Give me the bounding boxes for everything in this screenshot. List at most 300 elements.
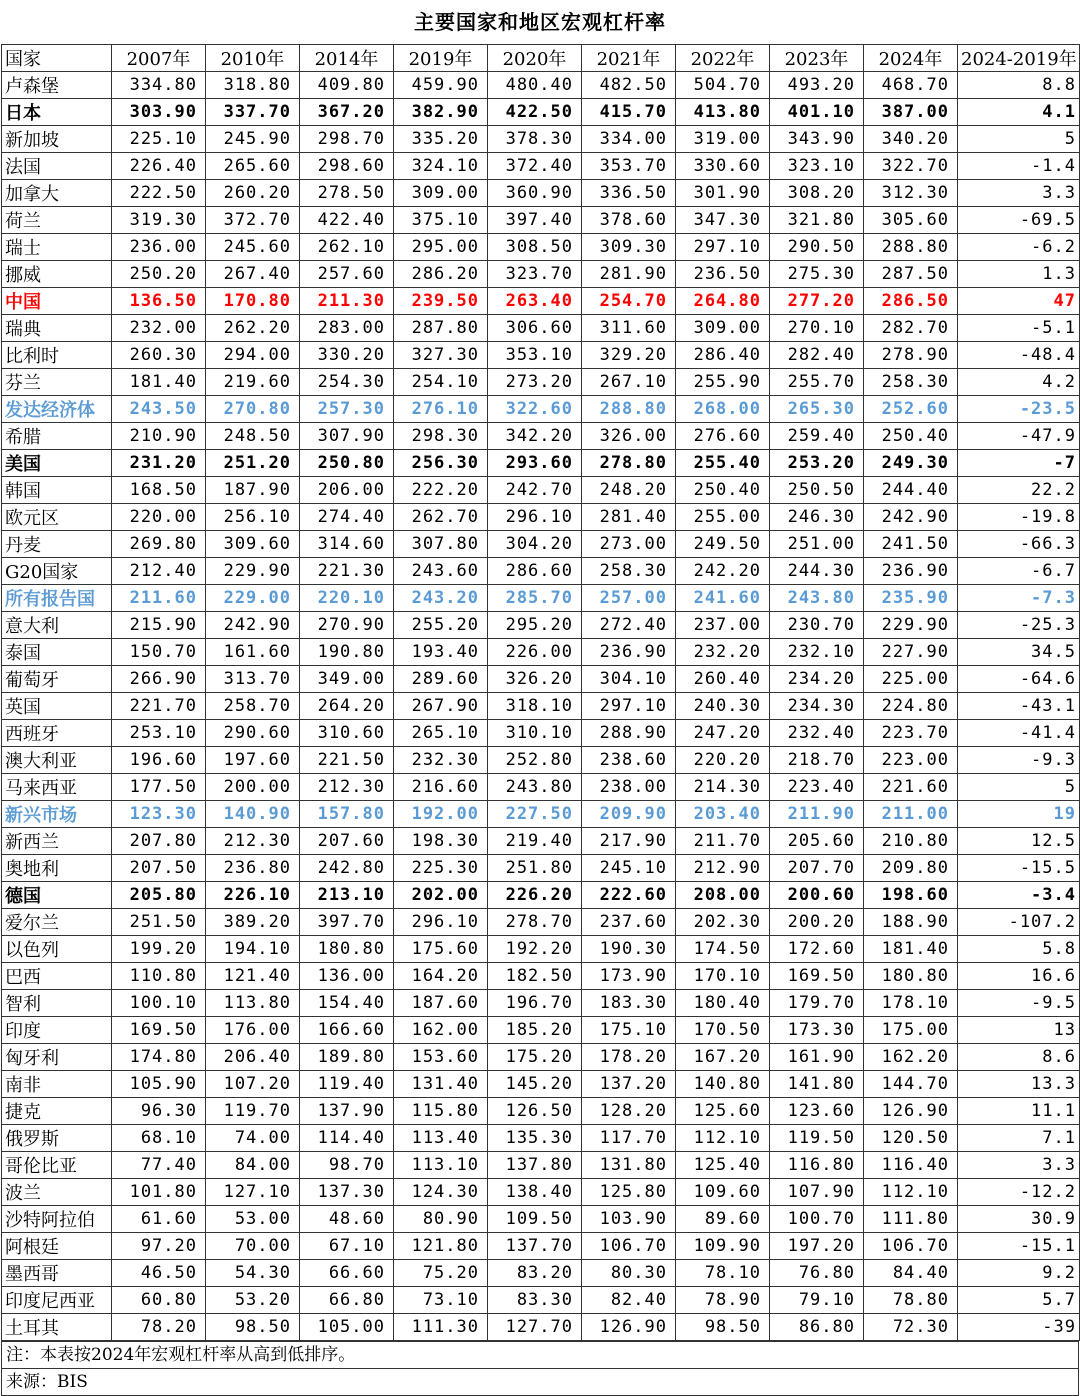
leverage-value-cell: 166.60 — [300, 1017, 394, 1044]
leverage-value-cell: 161.90 — [770, 1044, 864, 1071]
leverage-value-cell: 259.40 — [770, 423, 864, 450]
table-footer — [1, 1341, 1079, 1396]
leverage-value-cell: 245.90 — [206, 126, 300, 153]
change-cell: -15.1 — [958, 1233, 1080, 1260]
leverage-value-cell: 240.30 — [676, 693, 770, 720]
leverage-value-cell: 244.30 — [770, 558, 864, 585]
leverage-value-cell: 242.90 — [206, 612, 300, 639]
country-name-cell: 意大利 — [2, 612, 112, 639]
leverage-value-cell: 305.60 — [864, 207, 958, 234]
leverage-value-cell: 220.00 — [112, 504, 206, 531]
leverage-value-cell: 250.20 — [112, 261, 206, 288]
leverage-value-cell: 74.00 — [206, 1125, 300, 1152]
leverage-value-cell: 319.00 — [676, 126, 770, 153]
leverage-value-cell: 205.60 — [770, 828, 864, 855]
leverage-value-cell: 101.80 — [112, 1179, 206, 1206]
leverage-value-cell: 73.10 — [394, 1287, 488, 1314]
change-cell: 4.2 — [958, 369, 1080, 396]
table-row — [2, 261, 1080, 288]
leverage-value-cell: 401.10 — [770, 99, 864, 126]
change-cell: -7.3 — [958, 585, 1080, 612]
leverage-value-cell: 111.30 — [394, 1314, 488, 1341]
leverage-value-cell: 244.40 — [864, 477, 958, 504]
leverage-value-cell: 274.40 — [300, 504, 394, 531]
leverage-value-cell: 210.80 — [864, 828, 958, 855]
change-cell: 9.2 — [958, 1260, 1080, 1287]
leverage-value-cell: 314.60 — [300, 531, 394, 558]
country-name-cell: 英国 — [2, 693, 112, 720]
leverage-value-cell: 135.30 — [488, 1125, 582, 1152]
leverage-value-cell: 286.50 — [864, 288, 958, 315]
change-cell: 5.7 — [958, 1287, 1080, 1314]
country-name-cell: 所有报告国 — [2, 585, 112, 612]
leverage-value-cell: 126.90 — [582, 1314, 676, 1341]
leverage-value-cell: 281.40 — [582, 504, 676, 531]
leverage-value-cell: 273.00 — [582, 531, 676, 558]
leverage-value-cell: 270.80 — [206, 396, 300, 423]
leverage-value-cell: 154.40 — [300, 990, 394, 1017]
leverage-value-cell: 170.10 — [676, 963, 770, 990]
leverage-value-cell: 105.00 — [300, 1314, 394, 1341]
leverage-value-cell: 175.00 — [864, 1017, 958, 1044]
leverage-table — [1, 44, 1080, 1341]
leverage-value-cell: 112.10 — [864, 1179, 958, 1206]
change-cell: 16.6 — [958, 963, 1080, 990]
leverage-value-cell: 234.30 — [770, 693, 864, 720]
change-cell: -3.4 — [958, 882, 1080, 909]
leverage-value-cell: 257.00 — [582, 585, 676, 612]
leverage-value-cell: 329.20 — [582, 342, 676, 369]
leverage-value-cell: 211.30 — [300, 288, 394, 315]
leverage-value-cell: 222.50 — [112, 180, 206, 207]
leverage-value-cell: 196.70 — [488, 990, 582, 1017]
change-cell: -9.3 — [958, 747, 1080, 774]
leverage-value-cell: 225.10 — [112, 126, 206, 153]
leverage-value-cell: 110.80 — [112, 963, 206, 990]
leverage-value-cell: 107.20 — [206, 1071, 300, 1098]
leverage-value-cell: 137.70 — [488, 1233, 582, 1260]
leverage-value-cell: 221.30 — [300, 558, 394, 585]
leverage-value-cell: 242.90 — [864, 504, 958, 531]
country-name-cell: 奥地利 — [2, 855, 112, 882]
leverage-value-cell: 482.50 — [582, 72, 676, 99]
leverage-value-cell: 236.90 — [864, 558, 958, 585]
leverage-value-cell: 229.90 — [206, 558, 300, 585]
table-row — [2, 882, 1080, 909]
change-cell: 11.1 — [958, 1098, 1080, 1125]
change-cell: 8.8 — [958, 72, 1080, 99]
change-cell: -6.2 — [958, 234, 1080, 261]
leverage-value-cell: 340.20 — [864, 126, 958, 153]
leverage-value-cell: 123.30 — [112, 801, 206, 828]
leverage-value-cell: 210.90 — [112, 423, 206, 450]
leverage-value-cell: 267.90 — [394, 693, 488, 720]
leverage-value-cell: 283.00 — [300, 315, 394, 342]
leverage-value-cell: 212.90 — [676, 855, 770, 882]
country-name-cell: 阿根廷 — [2, 1233, 112, 1260]
leverage-value-cell: 116.40 — [864, 1152, 958, 1179]
change-cell: -15.5 — [958, 855, 1080, 882]
leverage-value-cell: 468.70 — [864, 72, 958, 99]
leverage-value-cell: 256.10 — [206, 504, 300, 531]
leverage-value-cell: 248.20 — [582, 477, 676, 504]
leverage-value-cell: 117.70 — [582, 1125, 676, 1152]
leverage-value-cell: 265.30 — [770, 396, 864, 423]
leverage-value-cell: 253.20 — [770, 450, 864, 477]
leverage-value-cell: 290.60 — [206, 720, 300, 747]
leverage-value-cell: 258.70 — [206, 693, 300, 720]
header-year: 2024年 — [864, 45, 958, 72]
table-title: 主要国家和地区宏观杠杆率 — [414, 10, 666, 34]
leverage-value-cell: 255.70 — [770, 369, 864, 396]
leverage-value-cell: 179.70 — [770, 990, 864, 1017]
leverage-value-cell: 190.30 — [582, 936, 676, 963]
leverage-value-cell: 330.20 — [300, 342, 394, 369]
leverage-value-cell: 310.60 — [300, 720, 394, 747]
table-row — [2, 1071, 1080, 1098]
leverage-value-cell: 75.20 — [394, 1260, 488, 1287]
country-name-cell: 新西兰 — [2, 828, 112, 855]
leverage-value-cell: 343.90 — [770, 126, 864, 153]
change-cell: 22.2 — [958, 477, 1080, 504]
leverage-value-cell: 251.50 — [112, 909, 206, 936]
leverage-value-cell: 255.40 — [676, 450, 770, 477]
change-cell: 3.3 — [958, 1152, 1080, 1179]
table-row — [2, 558, 1080, 585]
country-name-cell: 德国 — [2, 882, 112, 909]
leverage-value-cell: 323.10 — [770, 153, 864, 180]
table-row — [2, 693, 1080, 720]
leverage-value-cell: 112.10 — [676, 1125, 770, 1152]
leverage-value-cell: 109.90 — [676, 1233, 770, 1260]
header-year: 2007年 — [112, 45, 206, 72]
leverage-value-cell: 125.60 — [676, 1098, 770, 1125]
leverage-value-cell: 111.80 — [864, 1206, 958, 1233]
leverage-value-cell: 304.10 — [582, 666, 676, 693]
leverage-value-cell: 378.30 — [488, 126, 582, 153]
table-row — [2, 1017, 1080, 1044]
table-row — [2, 720, 1080, 747]
leverage-value-cell: 119.40 — [300, 1071, 394, 1098]
leverage-value-cell: 200.20 — [770, 909, 864, 936]
leverage-value-cell: 162.20 — [864, 1044, 958, 1071]
leverage-value-cell: 54.30 — [206, 1260, 300, 1287]
leverage-value-cell: 181.40 — [864, 936, 958, 963]
leverage-value-cell: 389.20 — [206, 909, 300, 936]
leverage-value-cell: 309.60 — [206, 531, 300, 558]
leverage-value-cell: 262.70 — [394, 504, 488, 531]
change-cell: 12.5 — [958, 828, 1080, 855]
leverage-value-cell: 125.80 — [582, 1179, 676, 1206]
leverage-value-cell: 125.40 — [676, 1152, 770, 1179]
leverage-value-cell: 337.70 — [206, 99, 300, 126]
leverage-value-cell: 136.00 — [300, 963, 394, 990]
country-name-cell: 马来西亚 — [2, 774, 112, 801]
change-cell: -43.1 — [958, 693, 1080, 720]
leverage-value-cell: 220.10 — [300, 585, 394, 612]
leverage-value-cell: 262.10 — [300, 234, 394, 261]
leverage-value-cell: 250.50 — [770, 477, 864, 504]
country-name-cell: 泰国 — [2, 639, 112, 666]
leverage-value-cell: 207.70 — [770, 855, 864, 882]
leverage-value-cell: 270.10 — [770, 315, 864, 342]
country-name-cell: 波兰 — [2, 1179, 112, 1206]
leverage-value-cell: 288.80 — [582, 396, 676, 423]
leverage-value-cell: 187.90 — [206, 477, 300, 504]
change-cell: -6.7 — [958, 558, 1080, 585]
leverage-value-cell: 80.90 — [394, 1206, 488, 1233]
leverage-value-cell: 114.40 — [300, 1125, 394, 1152]
leverage-value-cell: 277.20 — [770, 288, 864, 315]
leverage-value-cell: 257.30 — [300, 396, 394, 423]
leverage-value-cell: 70.00 — [206, 1233, 300, 1260]
country-name-cell: 匈牙利 — [2, 1044, 112, 1071]
leverage-value-cell: 309.30 — [582, 234, 676, 261]
table-row — [2, 1314, 1080, 1341]
country-name-cell: 以色列 — [2, 936, 112, 963]
leverage-value-cell: 109.60 — [676, 1179, 770, 1206]
leverage-value-cell: 252.80 — [488, 747, 582, 774]
leverage-value-cell: 266.90 — [112, 666, 206, 693]
leverage-value-cell: 212.30 — [206, 828, 300, 855]
leverage-value-cell: 251.00 — [770, 531, 864, 558]
leverage-value-cell: 140.90 — [206, 801, 300, 828]
leverage-value-cell: 223.70 — [864, 720, 958, 747]
table-row — [2, 1206, 1080, 1233]
leverage-value-cell: 137.90 — [300, 1098, 394, 1125]
change-cell: 5 — [958, 126, 1080, 153]
leverage-value-cell: 335.20 — [394, 126, 488, 153]
country-name-cell: 比利时 — [2, 342, 112, 369]
leverage-value-cell: 327.30 — [394, 342, 488, 369]
change-cell: -25.3 — [958, 612, 1080, 639]
leverage-value-cell: 126.90 — [864, 1098, 958, 1125]
leverage-value-cell: 293.60 — [488, 450, 582, 477]
leverage-value-cell: 243.80 — [770, 585, 864, 612]
table-row — [2, 585, 1080, 612]
leverage-value-cell: 397.40 — [488, 207, 582, 234]
leverage-value-cell: 120.50 — [864, 1125, 958, 1152]
leverage-value-cell: 232.10 — [770, 639, 864, 666]
leverage-value-cell: 197.20 — [770, 1233, 864, 1260]
table-source: 来源：BIS — [2, 1368, 1078, 1395]
leverage-value-cell: 257.60 — [300, 261, 394, 288]
leverage-value-cell: 267.40 — [206, 261, 300, 288]
header-year: 2020年 — [488, 45, 582, 72]
table-row — [2, 369, 1080, 396]
leverage-value-cell: 222.20 — [394, 477, 488, 504]
table-row — [2, 855, 1080, 882]
leverage-value-cell: 289.60 — [394, 666, 488, 693]
country-name-cell: 丹麦 — [2, 531, 112, 558]
leverage-value-cell: 123.60 — [770, 1098, 864, 1125]
leverage-value-cell: 254.30 — [300, 369, 394, 396]
header-year: 2022年 — [676, 45, 770, 72]
table-row — [2, 963, 1080, 990]
leverage-value-cell: 243.80 — [488, 774, 582, 801]
leverage-value-cell: 310.10 — [488, 720, 582, 747]
leverage-value-cell: 127.70 — [488, 1314, 582, 1341]
leverage-value-cell: 196.60 — [112, 747, 206, 774]
change-cell: 19 — [958, 801, 1080, 828]
leverage-value-cell: 267.10 — [582, 369, 676, 396]
leverage-value-cell: 103.90 — [582, 1206, 676, 1233]
leverage-value-cell: 319.30 — [112, 207, 206, 234]
leverage-value-cell: 181.40 — [112, 369, 206, 396]
change-cell: -41.4 — [958, 720, 1080, 747]
leverage-value-cell: 61.60 — [112, 1206, 206, 1233]
leverage-value-cell: 221.60 — [864, 774, 958, 801]
change-cell: -1.4 — [958, 153, 1080, 180]
leverage-value-cell: 237.60 — [582, 909, 676, 936]
leverage-value-cell: 242.80 — [300, 855, 394, 882]
leverage-value-cell: 309.00 — [676, 315, 770, 342]
leverage-value-cell: 282.40 — [770, 342, 864, 369]
leverage-value-cell: 367.20 — [300, 99, 394, 126]
leverage-value-cell: 216.60 — [394, 774, 488, 801]
leverage-value-cell: 251.20 — [206, 450, 300, 477]
leverage-value-cell: 225.30 — [394, 855, 488, 882]
leverage-value-cell: 250.80 — [300, 450, 394, 477]
leverage-value-cell: 183.30 — [582, 990, 676, 1017]
leverage-value-cell: 288.80 — [864, 234, 958, 261]
leverage-value-cell: 222.60 — [582, 882, 676, 909]
leverage-value-cell: 162.00 — [394, 1017, 488, 1044]
leverage-value-cell: 78.10 — [676, 1260, 770, 1287]
leverage-value-cell: 180.80 — [300, 936, 394, 963]
leverage-value-cell: 278.70 — [488, 909, 582, 936]
leverage-value-cell: 227.50 — [488, 801, 582, 828]
leverage-value-cell: 53.00 — [206, 1206, 300, 1233]
leverage-value-cell: 318.80 — [206, 72, 300, 99]
leverage-value-cell: 97.20 — [112, 1233, 206, 1260]
leverage-value-cell: 119.50 — [770, 1125, 864, 1152]
leverage-value-cell: 285.70 — [488, 585, 582, 612]
change-cell: -47.9 — [958, 423, 1080, 450]
leverage-value-cell: 287.50 — [864, 261, 958, 288]
leverage-value-cell: 144.70 — [864, 1071, 958, 1098]
leverage-value-cell: 127.10 — [206, 1179, 300, 1206]
leverage-value-cell: 173.30 — [770, 1017, 864, 1044]
leverage-value-cell: 256.30 — [394, 450, 488, 477]
leverage-value-cell: 281.90 — [582, 261, 676, 288]
leverage-value-cell: 276.10 — [394, 396, 488, 423]
leverage-value-cell: 275.30 — [770, 261, 864, 288]
leverage-value-cell: 188.90 — [864, 909, 958, 936]
leverage-value-cell: 334.80 — [112, 72, 206, 99]
leverage-value-cell: 324.10 — [394, 153, 488, 180]
table-row — [2, 1287, 1080, 1314]
leverage-value-cell: 290.50 — [770, 234, 864, 261]
change-cell: -69.5 — [958, 207, 1080, 234]
table-row — [2, 828, 1080, 855]
leverage-value-cell: 174.80 — [112, 1044, 206, 1071]
header-year: 2010年 — [206, 45, 300, 72]
change-cell: -7 — [958, 450, 1080, 477]
table-row — [2, 153, 1080, 180]
leverage-value-cell: 194.10 — [206, 936, 300, 963]
leverage-value-cell: 202.00 — [394, 882, 488, 909]
leverage-value-cell: 150.70 — [112, 639, 206, 666]
table-row — [2, 936, 1080, 963]
table-row — [2, 1125, 1080, 1152]
leverage-value-cell: 119.70 — [206, 1098, 300, 1125]
country-name-cell: 发达经济体 — [2, 396, 112, 423]
leverage-value-cell: 53.20 — [206, 1287, 300, 1314]
country-name-cell: 哥伦比亚 — [2, 1152, 112, 1179]
leverage-value-cell: 209.80 — [864, 855, 958, 882]
leverage-value-cell: 219.60 — [206, 369, 300, 396]
change-cell: 5.8 — [958, 936, 1080, 963]
leverage-value-cell: 116.80 — [770, 1152, 864, 1179]
country-name-cell: 墨西哥 — [2, 1260, 112, 1287]
leverage-value-cell: 115.80 — [394, 1098, 488, 1125]
leverage-value-cell: 260.30 — [112, 342, 206, 369]
leverage-value-cell: 318.10 — [488, 693, 582, 720]
leverage-value-cell: 79.10 — [770, 1287, 864, 1314]
leverage-value-cell: 226.20 — [488, 882, 582, 909]
leverage-value-cell: 136.50 — [112, 288, 206, 315]
leverage-value-cell: 215.90 — [112, 612, 206, 639]
leverage-value-cell: 77.40 — [112, 1152, 206, 1179]
leverage-value-cell: 270.90 — [300, 612, 394, 639]
leverage-value-cell: 241.50 — [864, 531, 958, 558]
leverage-value-cell: 295.00 — [394, 234, 488, 261]
leverage-value-cell: 180.80 — [864, 963, 958, 990]
leverage-value-cell: 180.40 — [676, 990, 770, 1017]
leverage-value-cell: 246.30 — [770, 504, 864, 531]
change-cell: 5 — [958, 774, 1080, 801]
leverage-value-cell: 308.50 — [488, 234, 582, 261]
leverage-value-cell: 308.20 — [770, 180, 864, 207]
country-name-cell: 法国 — [2, 153, 112, 180]
table-row — [2, 396, 1080, 423]
header-row — [2, 45, 1080, 72]
leverage-value-cell: 211.60 — [112, 585, 206, 612]
leverage-value-cell: 272.40 — [582, 612, 676, 639]
leverage-value-cell: 214.30 — [676, 774, 770, 801]
leverage-value-cell: 140.80 — [676, 1071, 770, 1098]
leverage-value-cell: 207.80 — [112, 828, 206, 855]
change-cell: -5.1 — [958, 315, 1080, 342]
country-name-cell: 卢森堡 — [2, 72, 112, 99]
leverage-value-cell: 232.40 — [770, 720, 864, 747]
header-year: 2021年 — [582, 45, 676, 72]
leverage-value-cell: 303.90 — [112, 99, 206, 126]
leverage-value-cell: 106.70 — [864, 1233, 958, 1260]
leverage-value-cell: 198.60 — [864, 882, 958, 909]
leverage-value-cell: 294.00 — [206, 342, 300, 369]
leverage-value-cell: 197.60 — [206, 747, 300, 774]
leverage-value-cell: 248.50 — [206, 423, 300, 450]
leverage-value-cell: 124.30 — [394, 1179, 488, 1206]
change-cell: 3.3 — [958, 180, 1080, 207]
leverage-value-cell: 237.00 — [676, 612, 770, 639]
leverage-value-cell: 278.90 — [864, 342, 958, 369]
leverage-value-cell: 264.80 — [676, 288, 770, 315]
table-row — [2, 72, 1080, 99]
leverage-value-cell: 286.20 — [394, 261, 488, 288]
leverage-value-cell: 161.60 — [206, 639, 300, 666]
leverage-value-cell: 211.70 — [676, 828, 770, 855]
change-cell: -107.2 — [958, 909, 1080, 936]
leverage-value-cell: 226.40 — [112, 153, 206, 180]
leverage-value-cell: 218.70 — [770, 747, 864, 774]
leverage-value-cell: 255.20 — [394, 612, 488, 639]
leverage-value-cell: 121.40 — [206, 963, 300, 990]
table-row — [2, 909, 1080, 936]
leverage-value-cell: 178.10 — [864, 990, 958, 1017]
